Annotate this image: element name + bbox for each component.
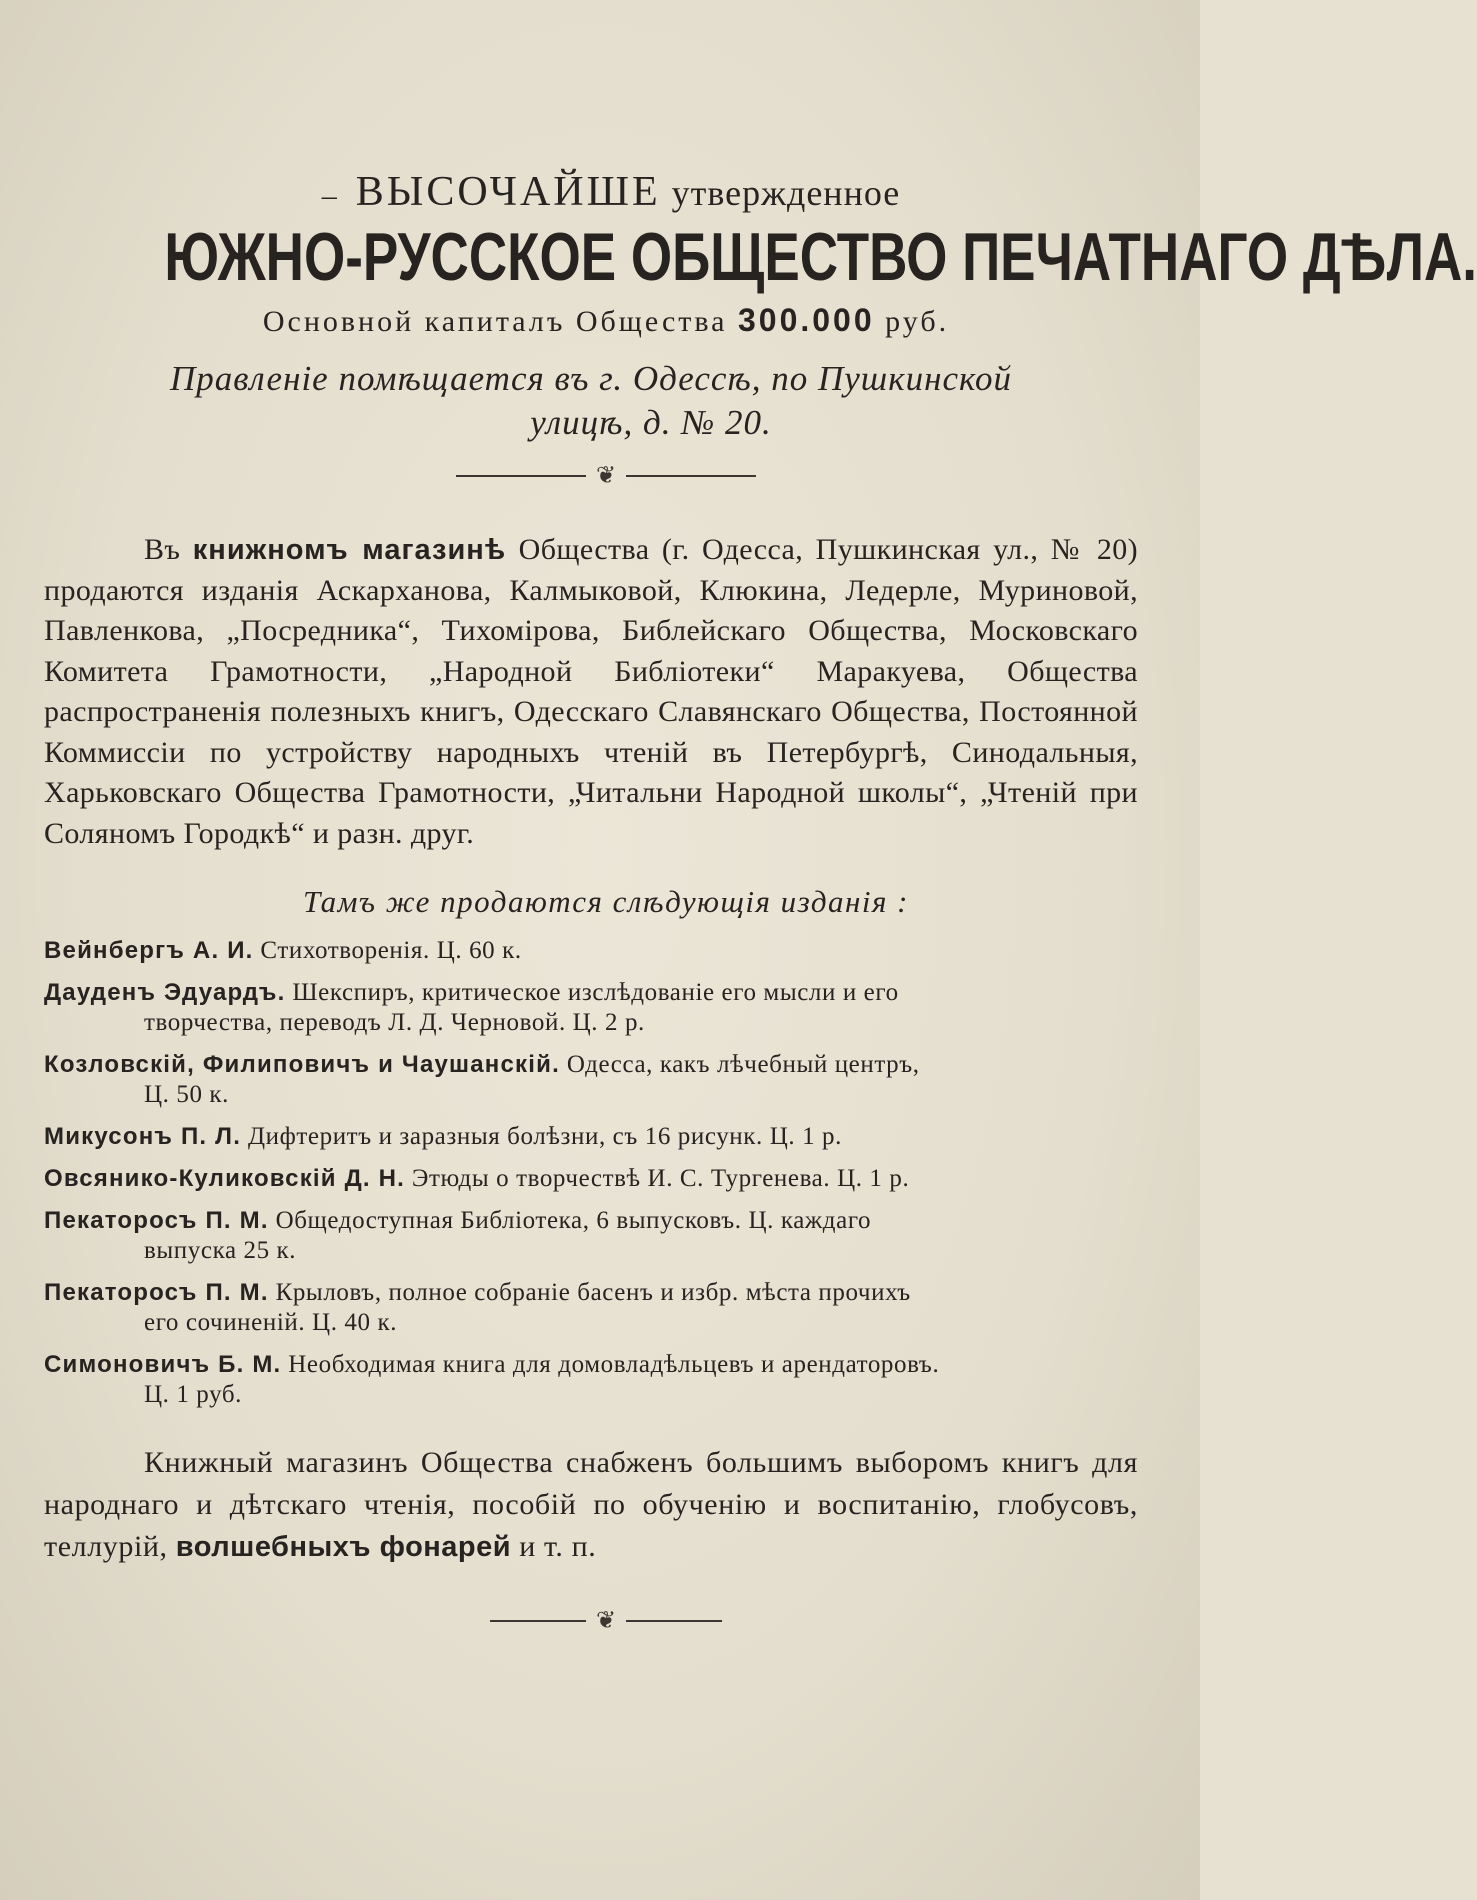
book-item [44,1122,1138,1152]
book-text: Стихотворенія. Ц. 60 к. [260,937,522,964]
intro-bold: книжномъ магазинѣ [192,534,507,566]
book-text-continued: Ц. 50 к. [144,1081,230,1108]
book-list [44,936,1138,1410]
book-text: Дифтеритъ и заразныя болѣзни, съ 16 рисунк. Ц. 1 р. [247,1123,842,1150]
book-author: Овсянико-Куликовскій Д. Н. [44,1165,406,1192]
book-item [44,978,1138,1038]
book-text-continued: творчества, переводъ Л. Д. Черновой. Ц. 2 р. [144,1009,645,1036]
divider-rule-left [490,1620,586,1622]
intro-rest: Общества (г. Одесса, Пушкинская ул., № 20) продаются изданія Аскарханова, Калмыковой, Клюкина, Ледерле, Муриновой, Павленкова, „Посредника“, Тихомірова, Библейскаго Общества, Московскаго Комитета Грамотности, „Народной Библіотеки“ Маракуева, Общества распространенія полезныхъ книгъ, Одесскаго Славянскаго Общества, Постоянной Коммиссіи по устройству народныхъ чтеній въ Петербургѣ, Синодальныя, Харьковскаго Общества Грамотности, „Читальни Народной школы“, „Чтеній при Соляномъ Городкѣ“ и разн. друг. [44,533,1139,850]
divider-rule-right [626,1620,722,1622]
book-item [44,1050,1138,1110]
book-author: Микусонъ П. Л. [44,1123,242,1150]
closing-bold: волшебныхъ фонарей [175,1531,512,1563]
approval-line [84,168,1138,216]
closing-rest: Книжный магазинъ Общества снабженъ большимъ выборомъ книгъ для народнаго и дѣтскаго чтенія, пособій по обученію и воспитанію, глобусовъ, теллурій, [44,1446,1138,1563]
fleuron-icon: ❦ [595,1608,617,1634]
book-item [44,936,1138,966]
book-text: Шекспиръ, критическое изслѣдованіе его мысли и его [292,979,899,1006]
book-author: Дауденъ Эдуардъ. [44,979,286,1006]
book-author: Пекаторосъ П. М. [44,1279,269,1306]
intro-paragraph [44,530,1138,854]
book-item [44,1350,1138,1410]
divider-rule-left [456,475,586,477]
list-heading: Тамъ же продаются слѣдующія изданія : [303,884,909,919]
divider-ornament-bottom [74,1606,1138,1635]
book-text-continued: его сочиненій. Ц. 40 к. [144,1309,398,1336]
closing-tail: и т. п. [519,1530,597,1563]
capital-suffix: руб. [885,305,950,338]
book-text: Общедоступная Библіотека, 6 выпусковъ. Ц. каждаго [275,1207,872,1234]
fleuron-icon: ❦ [595,463,617,489]
book-text-continued: выпуска 25 к. [144,1237,297,1264]
address-line-1: Правленіе помѣщается въ г. Одессѣ, по Пушкинской [169,359,1013,398]
book-item [44,1206,1138,1266]
book-text: Этюды о творчествѣ И. С. Тургенева. Ц. 1 р. [411,1165,910,1192]
capital-amount: 300.000 [737,302,875,338]
divider-rule-right [626,475,756,477]
capital-prefix: Основной капиталъ Общества [262,305,728,338]
book-text: Крыловъ, полное собраніе басенъ и избр. мѣста прочихъ [275,1279,911,1306]
board-address [44,357,1138,445]
book-author: Пекаторосъ П. М. [44,1207,269,1234]
society-title: ЮЖНО-РУССКОЕ ОБЩЕСТВО ПЕЧАТНАГО ДѢЛА. [164,219,1477,295]
book-author: Симоновичъ Б. М. [44,1351,282,1378]
divider-ornament-top [74,461,1138,490]
book-text: Одесса, какъ лѣчебный центръ, [566,1051,920,1078]
closing-paragraph [44,1442,1138,1568]
book-item [44,1164,1138,1194]
book-text-continued: Ц. 1 руб. [144,1381,243,1408]
book-author: Козловскій, Филиповичъ и Чаушанскій. [44,1051,560,1078]
intro-lead: Въ [144,533,181,566]
approval-rest: утвержденное [671,173,901,213]
approval-caps: ВЫСОЧАЙШЕ [355,169,661,215]
leading-dash: – [321,179,338,212]
address-line-2: улицѣ, д. № 20. [530,403,772,442]
book-author: Вейнбергъ А. И. [44,937,254,964]
capital-line [74,302,1138,339]
book-item [44,1278,1138,1338]
book-text: Необходимая книга для домовладѣльцевъ и арендаторовъ. [288,1351,940,1378]
